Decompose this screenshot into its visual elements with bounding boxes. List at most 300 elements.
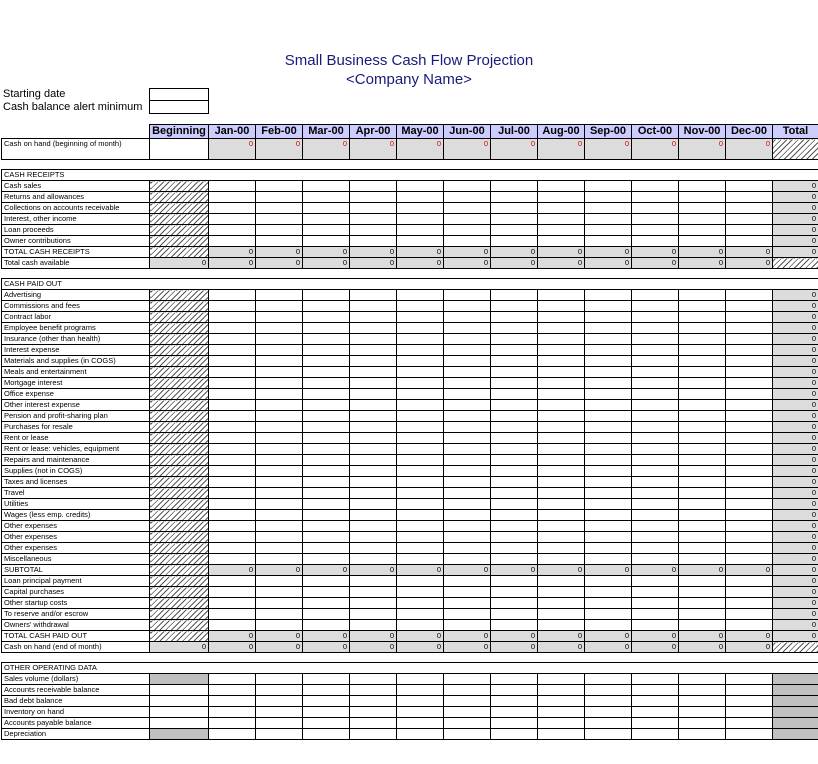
month-input[interactable] xyxy=(350,236,397,247)
month-input[interactable] xyxy=(256,356,303,367)
month-input[interactable] xyxy=(726,323,773,334)
month-input[interactable] xyxy=(491,685,538,696)
month-input[interactable] xyxy=(726,554,773,565)
month-input[interactable] xyxy=(726,696,773,707)
month-input[interactable] xyxy=(397,225,444,236)
month-input[interactable] xyxy=(350,378,397,389)
month-input[interactable] xyxy=(632,707,679,718)
month-input[interactable] xyxy=(679,696,726,707)
month-input[interactable] xyxy=(679,543,726,554)
month-input[interactable] xyxy=(397,477,444,488)
month-input[interactable] xyxy=(491,554,538,565)
month-input[interactable] xyxy=(726,214,773,225)
month-input[interactable] xyxy=(726,334,773,345)
month-input[interactable] xyxy=(350,729,397,740)
month-input[interactable] xyxy=(679,532,726,543)
month-input[interactable] xyxy=(350,192,397,203)
month-input[interactable] xyxy=(491,345,538,356)
month-input[interactable] xyxy=(726,729,773,740)
month-input[interactable] xyxy=(209,225,256,236)
month-input[interactable] xyxy=(397,707,444,718)
month-input[interactable] xyxy=(256,510,303,521)
month-input[interactable] xyxy=(726,576,773,587)
month-input[interactable] xyxy=(397,674,444,685)
month-input[interactable] xyxy=(256,389,303,400)
month-input[interactable] xyxy=(632,554,679,565)
month-input[interactable] xyxy=(726,499,773,510)
month-input[interactable] xyxy=(397,367,444,378)
month-input[interactable] xyxy=(679,477,726,488)
beginning-cash-input[interactable] xyxy=(150,139,209,160)
month-input[interactable] xyxy=(209,543,256,554)
month-input[interactable] xyxy=(679,488,726,499)
month-input[interactable] xyxy=(632,488,679,499)
month-input[interactable] xyxy=(303,389,350,400)
month-input[interactable] xyxy=(538,729,585,740)
month-input[interactable] xyxy=(538,587,585,598)
month-input[interactable] xyxy=(350,674,397,685)
month-input[interactable] xyxy=(209,356,256,367)
month-input[interactable] xyxy=(632,334,679,345)
month-input[interactable] xyxy=(491,576,538,587)
month-input[interactable] xyxy=(350,543,397,554)
month-input[interactable] xyxy=(397,521,444,532)
month-input[interactable] xyxy=(726,356,773,367)
month-input[interactable] xyxy=(538,532,585,543)
month-input[interactable] xyxy=(632,532,679,543)
month-input[interactable] xyxy=(303,422,350,433)
month-input[interactable] xyxy=(585,378,632,389)
month-input[interactable] xyxy=(585,455,632,466)
month-input[interactable] xyxy=(444,378,491,389)
month-input[interactable] xyxy=(256,378,303,389)
month-input[interactable] xyxy=(303,488,350,499)
month-input[interactable] xyxy=(679,718,726,729)
month-input[interactable] xyxy=(585,444,632,455)
month-input[interactable] xyxy=(679,620,726,631)
month-input[interactable] xyxy=(303,477,350,488)
month-input[interactable] xyxy=(726,367,773,378)
month-input[interactable] xyxy=(585,236,632,247)
month-input[interactable] xyxy=(350,422,397,433)
month-input[interactable] xyxy=(538,521,585,532)
month-input[interactable] xyxy=(256,488,303,499)
month-input[interactable] xyxy=(209,312,256,323)
month-input[interactable] xyxy=(679,400,726,411)
month-input[interactable] xyxy=(256,685,303,696)
month-input[interactable] xyxy=(444,444,491,455)
month-input[interactable] xyxy=(209,521,256,532)
month-input[interactable] xyxy=(632,455,679,466)
month-input[interactable] xyxy=(350,609,397,620)
month-input[interactable] xyxy=(256,422,303,433)
month-input[interactable] xyxy=(397,576,444,587)
month-input[interactable] xyxy=(632,203,679,214)
month-input[interactable] xyxy=(350,587,397,598)
month-input[interactable] xyxy=(256,696,303,707)
month-input[interactable] xyxy=(491,290,538,301)
month-input[interactable] xyxy=(538,356,585,367)
month-input[interactable] xyxy=(679,389,726,400)
month-input[interactable] xyxy=(303,521,350,532)
month-input[interactable] xyxy=(350,707,397,718)
month-input[interactable] xyxy=(256,455,303,466)
month-input[interactable] xyxy=(632,312,679,323)
month-input[interactable] xyxy=(303,620,350,631)
month-input[interactable] xyxy=(303,707,350,718)
month-input[interactable] xyxy=(256,576,303,587)
month-input[interactable] xyxy=(679,444,726,455)
month-input[interactable] xyxy=(397,334,444,345)
month-input[interactable] xyxy=(538,576,585,587)
month-input[interactable] xyxy=(538,510,585,521)
month-input[interactable] xyxy=(397,510,444,521)
month-input[interactable] xyxy=(585,543,632,554)
month-input[interactable] xyxy=(585,323,632,334)
month-input[interactable] xyxy=(350,181,397,192)
month-input[interactable] xyxy=(585,696,632,707)
month-input[interactable] xyxy=(397,301,444,312)
month-input[interactable] xyxy=(585,685,632,696)
month-input[interactable] xyxy=(585,554,632,565)
month-input[interactable] xyxy=(303,718,350,729)
month-input[interactable] xyxy=(256,367,303,378)
month-input[interactable] xyxy=(585,499,632,510)
month-input[interactable] xyxy=(303,609,350,620)
month-input[interactable] xyxy=(303,345,350,356)
month-input[interactable] xyxy=(726,433,773,444)
month-input[interactable] xyxy=(303,598,350,609)
month-input[interactable] xyxy=(632,290,679,301)
month-input[interactable] xyxy=(679,378,726,389)
month-input[interactable] xyxy=(444,576,491,587)
month-input[interactable] xyxy=(585,521,632,532)
month-input[interactable] xyxy=(585,181,632,192)
month-input[interactable] xyxy=(350,323,397,334)
month-input[interactable] xyxy=(491,587,538,598)
month-input[interactable] xyxy=(256,521,303,532)
month-input[interactable] xyxy=(538,411,585,422)
month-input[interactable] xyxy=(444,510,491,521)
month-input[interactable] xyxy=(726,718,773,729)
month-input[interactable] xyxy=(632,356,679,367)
month-input[interactable] xyxy=(538,685,585,696)
month-input[interactable] xyxy=(679,576,726,587)
month-input[interactable] xyxy=(209,301,256,312)
month-input[interactable] xyxy=(491,236,538,247)
month-input[interactable] xyxy=(632,466,679,477)
month-input[interactable] xyxy=(726,312,773,323)
month-input[interactable] xyxy=(303,696,350,707)
month-input[interactable] xyxy=(444,532,491,543)
month-input[interactable] xyxy=(397,620,444,631)
month-input[interactable] xyxy=(632,477,679,488)
month-input[interactable] xyxy=(491,301,538,312)
month-input[interactable] xyxy=(538,378,585,389)
month-input[interactable] xyxy=(679,455,726,466)
month-input[interactable] xyxy=(397,718,444,729)
month-input[interactable] xyxy=(256,323,303,334)
month-input[interactable] xyxy=(303,411,350,422)
month-input[interactable] xyxy=(491,400,538,411)
month-input[interactable] xyxy=(632,543,679,554)
month-input[interactable] xyxy=(491,455,538,466)
month-input[interactable] xyxy=(491,367,538,378)
month-input[interactable] xyxy=(491,214,538,225)
month-input[interactable] xyxy=(256,345,303,356)
month-input[interactable] xyxy=(538,345,585,356)
month-input[interactable] xyxy=(538,444,585,455)
month-input[interactable] xyxy=(256,236,303,247)
month-input[interactable] xyxy=(397,466,444,477)
month-input[interactable] xyxy=(679,236,726,247)
month-input[interactable] xyxy=(303,499,350,510)
month-input[interactable] xyxy=(585,433,632,444)
month-input[interactable] xyxy=(632,323,679,334)
month-input[interactable] xyxy=(350,488,397,499)
month-input[interactable] xyxy=(209,488,256,499)
month-input[interactable] xyxy=(350,620,397,631)
month-input[interactable] xyxy=(303,301,350,312)
month-input[interactable] xyxy=(726,225,773,236)
month-input[interactable] xyxy=(256,729,303,740)
month-input[interactable] xyxy=(444,521,491,532)
month-input[interactable] xyxy=(726,444,773,455)
month-input[interactable] xyxy=(350,203,397,214)
month-input[interactable] xyxy=(538,598,585,609)
month-input[interactable] xyxy=(679,203,726,214)
month-input[interactable] xyxy=(256,620,303,631)
month-input[interactable] xyxy=(444,400,491,411)
month-input[interactable] xyxy=(209,444,256,455)
month-input[interactable] xyxy=(350,356,397,367)
month-input[interactable] xyxy=(303,510,350,521)
month-input[interactable] xyxy=(632,685,679,696)
month-input[interactable] xyxy=(538,389,585,400)
month-input[interactable] xyxy=(209,236,256,247)
month-input[interactable] xyxy=(585,389,632,400)
month-input[interactable] xyxy=(491,203,538,214)
month-input[interactable] xyxy=(585,203,632,214)
month-input[interactable] xyxy=(491,532,538,543)
month-input[interactable] xyxy=(397,587,444,598)
month-input[interactable] xyxy=(209,532,256,543)
month-input[interactable] xyxy=(585,225,632,236)
month-input[interactable] xyxy=(679,433,726,444)
month-input[interactable] xyxy=(303,455,350,466)
month-input[interactable] xyxy=(209,696,256,707)
month-input[interactable] xyxy=(303,192,350,203)
month-input[interactable] xyxy=(350,301,397,312)
month-input[interactable] xyxy=(585,576,632,587)
month-input[interactable] xyxy=(350,499,397,510)
month-input[interactable] xyxy=(350,510,397,521)
month-input[interactable] xyxy=(444,225,491,236)
month-input[interactable] xyxy=(350,433,397,444)
month-input[interactable] xyxy=(209,466,256,477)
month-input[interactable] xyxy=(350,696,397,707)
month-input[interactable] xyxy=(303,203,350,214)
month-input[interactable] xyxy=(303,400,350,411)
month-input[interactable] xyxy=(303,674,350,685)
month-input[interactable] xyxy=(726,422,773,433)
month-input[interactable] xyxy=(303,225,350,236)
month-input[interactable] xyxy=(303,334,350,345)
month-input[interactable] xyxy=(209,674,256,685)
month-input[interactable] xyxy=(632,598,679,609)
month-input[interactable] xyxy=(444,312,491,323)
month-input[interactable] xyxy=(397,345,444,356)
month-input[interactable] xyxy=(209,477,256,488)
month-input[interactable] xyxy=(726,290,773,301)
month-input[interactable] xyxy=(444,729,491,740)
month-input[interactable] xyxy=(303,729,350,740)
month-input[interactable] xyxy=(350,345,397,356)
month-input[interactable] xyxy=(491,609,538,620)
month-input[interactable] xyxy=(726,707,773,718)
month-input[interactable] xyxy=(726,609,773,620)
month-input[interactable] xyxy=(726,521,773,532)
month-input[interactable] xyxy=(585,510,632,521)
month-input[interactable] xyxy=(632,609,679,620)
month-input[interactable] xyxy=(397,378,444,389)
month-input[interactable] xyxy=(256,609,303,620)
month-input[interactable] xyxy=(538,203,585,214)
month-input[interactable] xyxy=(256,214,303,225)
month-input[interactable] xyxy=(303,587,350,598)
month-input[interactable] xyxy=(444,236,491,247)
month-input[interactable] xyxy=(632,422,679,433)
month-input[interactable] xyxy=(444,598,491,609)
month-input[interactable] xyxy=(679,225,726,236)
month-input[interactable] xyxy=(256,674,303,685)
month-input[interactable] xyxy=(444,345,491,356)
month-input[interactable] xyxy=(679,587,726,598)
month-input[interactable] xyxy=(538,433,585,444)
month-input[interactable] xyxy=(444,422,491,433)
month-input[interactable] xyxy=(538,323,585,334)
month-input[interactable] xyxy=(679,707,726,718)
month-input[interactable] xyxy=(444,685,491,696)
month-input[interactable] xyxy=(209,707,256,718)
month-input[interactable] xyxy=(350,225,397,236)
month-input[interactable] xyxy=(303,367,350,378)
month-input[interactable] xyxy=(444,214,491,225)
month-input[interactable] xyxy=(679,356,726,367)
month-input[interactable] xyxy=(397,532,444,543)
month-input[interactable] xyxy=(491,378,538,389)
month-input[interactable] xyxy=(444,181,491,192)
month-input[interactable] xyxy=(632,729,679,740)
month-input[interactable] xyxy=(538,422,585,433)
month-input[interactable] xyxy=(209,389,256,400)
month-input[interactable] xyxy=(397,609,444,620)
month-input[interactable] xyxy=(350,444,397,455)
month-input[interactable] xyxy=(585,367,632,378)
month-input[interactable] xyxy=(585,718,632,729)
month-input[interactable] xyxy=(585,312,632,323)
month-input[interactable] xyxy=(444,707,491,718)
month-input[interactable] xyxy=(303,356,350,367)
month-input[interactable] xyxy=(444,411,491,422)
month-input[interactable] xyxy=(256,718,303,729)
month-input[interactable] xyxy=(491,356,538,367)
month-input[interactable] xyxy=(444,203,491,214)
month-input[interactable] xyxy=(679,181,726,192)
month-input[interactable] xyxy=(350,685,397,696)
month-input[interactable] xyxy=(397,598,444,609)
month-input[interactable] xyxy=(303,543,350,554)
month-input[interactable] xyxy=(632,225,679,236)
month-input[interactable] xyxy=(726,543,773,554)
month-input[interactable] xyxy=(585,301,632,312)
month-input[interactable] xyxy=(491,696,538,707)
month-input[interactable] xyxy=(538,334,585,345)
month-input[interactable] xyxy=(538,554,585,565)
month-input[interactable] xyxy=(726,411,773,422)
month-input[interactable] xyxy=(491,181,538,192)
month-input[interactable] xyxy=(303,685,350,696)
month-input[interactable] xyxy=(350,477,397,488)
month-input[interactable] xyxy=(350,389,397,400)
month-input[interactable] xyxy=(397,422,444,433)
month-input[interactable] xyxy=(538,400,585,411)
month-input[interactable] xyxy=(585,707,632,718)
month-input[interactable] xyxy=(209,334,256,345)
month-input[interactable] xyxy=(350,411,397,422)
month-input[interactable] xyxy=(491,729,538,740)
month-input[interactable] xyxy=(726,236,773,247)
month-input[interactable] xyxy=(397,389,444,400)
month-input[interactable] xyxy=(209,576,256,587)
month-input[interactable] xyxy=(397,312,444,323)
month-input[interactable] xyxy=(726,477,773,488)
alert-minimum-input[interactable] xyxy=(149,100,209,114)
month-input[interactable] xyxy=(256,334,303,345)
month-input[interactable] xyxy=(397,411,444,422)
month-input[interactable] xyxy=(632,389,679,400)
month-input[interactable] xyxy=(538,620,585,631)
month-input[interactable] xyxy=(726,685,773,696)
month-input[interactable] xyxy=(679,192,726,203)
month-input[interactable] xyxy=(726,301,773,312)
month-input[interactable] xyxy=(491,598,538,609)
month-input[interactable] xyxy=(303,214,350,225)
month-input[interactable] xyxy=(538,718,585,729)
month-input[interactable] xyxy=(209,378,256,389)
month-input[interactable] xyxy=(209,433,256,444)
month-input[interactable] xyxy=(538,290,585,301)
month-input[interactable] xyxy=(632,214,679,225)
month-input[interactable] xyxy=(491,510,538,521)
month-input[interactable] xyxy=(397,543,444,554)
month-input[interactable] xyxy=(585,477,632,488)
month-input[interactable] xyxy=(444,356,491,367)
month-input[interactable] xyxy=(444,389,491,400)
month-input[interactable] xyxy=(585,290,632,301)
month-input[interactable] xyxy=(256,301,303,312)
month-input[interactable] xyxy=(256,532,303,543)
month-input[interactable] xyxy=(491,718,538,729)
month-input[interactable] xyxy=(209,609,256,620)
month-input[interactable] xyxy=(491,620,538,631)
month-input[interactable] xyxy=(256,554,303,565)
month-input[interactable] xyxy=(538,466,585,477)
month-input[interactable] xyxy=(397,685,444,696)
month-input[interactable] xyxy=(444,488,491,499)
month-input[interactable] xyxy=(444,192,491,203)
month-input[interactable] xyxy=(209,203,256,214)
